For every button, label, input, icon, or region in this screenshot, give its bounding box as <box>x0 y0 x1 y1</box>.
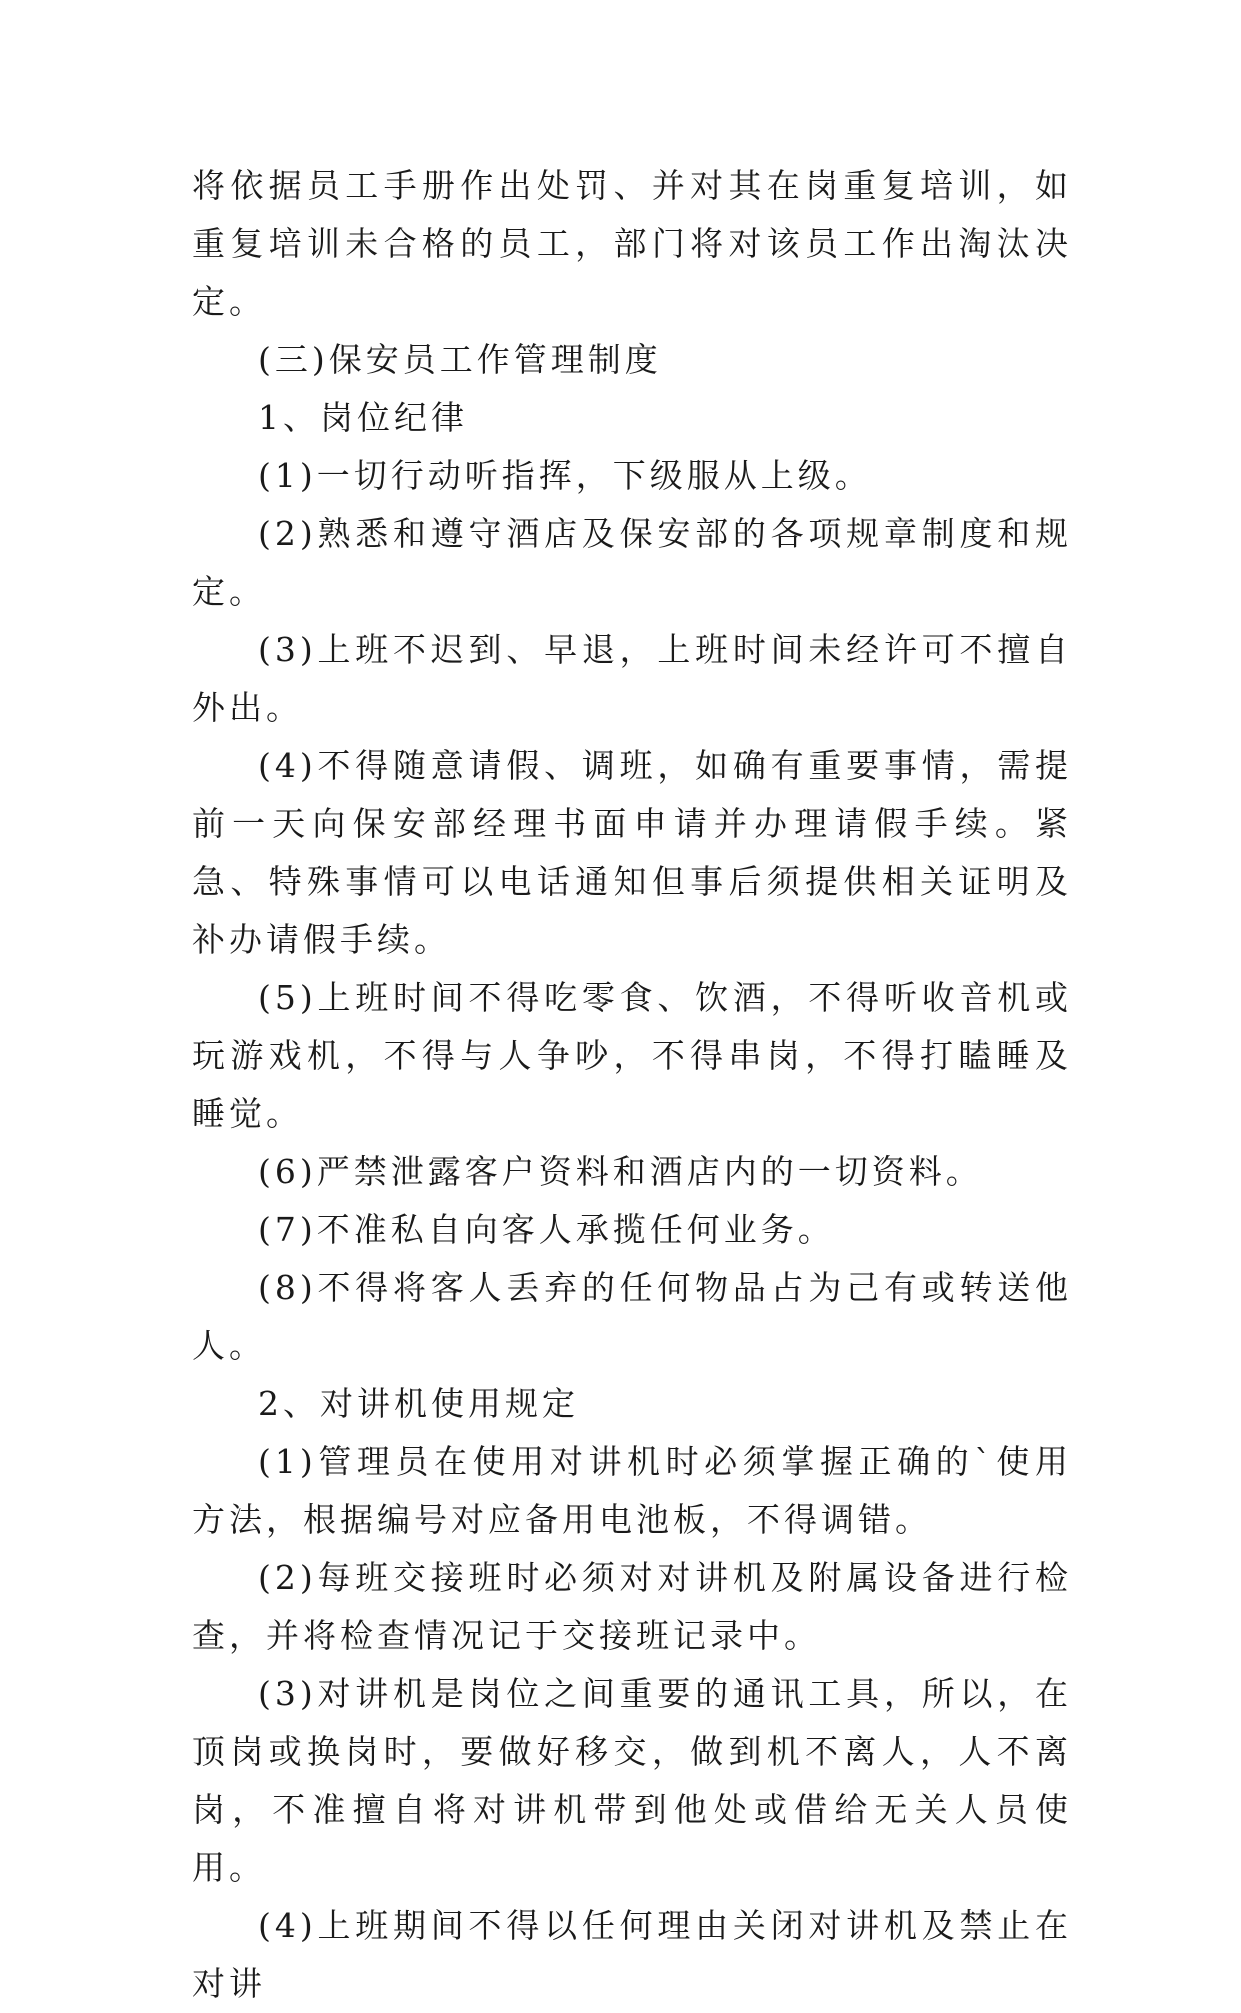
document-body <box>192 157 1072 2013</box>
rule-item-8: (8)不得将客人丢弃的任何物品占为己有或转送他人。 <box>192 1268 1072 1365</box>
radio-rule-item-1: (1)管理员在使用对讲机时必须掌握正确的`使用方法，根据编号对应备用电池板，不得调错。 <box>192 1442 1072 1539</box>
radio-rule-item-2: (2)每班交接班时必须对对讲机及附属设备进行检查，并将检查情况记于交接班记录中。 <box>192 1558 1072 1655</box>
radio-rule-item-4: (4)上班期间不得以任何理由关闭对讲机及禁止在对讲 <box>192 1906 1072 2003</box>
rule-item-1: (1)一切行动听指挥，下级服从上级。 <box>258 456 872 495</box>
subsection-heading-walkie-talkie: 2、对讲机使用规定 <box>258 1384 579 1423</box>
rule-item-4: (4)不得随意请假、调班，如确有重要事情，需提前一天向保安部经理书面申请并办理请假手续。紧急、特殊事情可以电话通知但事后须提供相关证明及补办请假手续。 <box>192 746 1072 959</box>
section-heading-security-rules: (三)保安员工作管理制度 <box>258 340 662 379</box>
radio-rule-item-3: (3)对讲机是岗位之间重要的通讯工具，所以，在顶岗或换岗时，要做好移交，做到机不离人，人不离岗，不准擅自将对讲机带到他处或借给无关人员使用。 <box>192 1674 1072 1887</box>
subsection-heading-post-discipline: 1、岗位纪律 <box>258 398 468 437</box>
rule-item-3: (3)上班不迟到、早退，上班时间未经许可不擅自外出。 <box>192 630 1072 727</box>
rule-item-7: (7)不准私自向客人承揽任何业务。 <box>258 1210 835 1249</box>
rule-item-5: (5)上班时间不得吃零食、饮酒，不得听收音机或玩游戏机，不得与人争吵，不得串岗，不得打瞌睡及睡觉。 <box>192 978 1072 1133</box>
rule-item-2: (2)熟悉和遵守酒店及保安部的各项规章制度和规定。 <box>192 514 1072 611</box>
rule-item-6: (6)严禁泄露客户资料和酒店内的一切资料。 <box>258 1152 983 1191</box>
paragraph-penalty-continuation: 将依据员工手册作出处罚、并对其在岗重复培训，如重复培训未合格的员工，部门将对该员工作出淘汰决定。 <box>192 166 1072 321</box>
